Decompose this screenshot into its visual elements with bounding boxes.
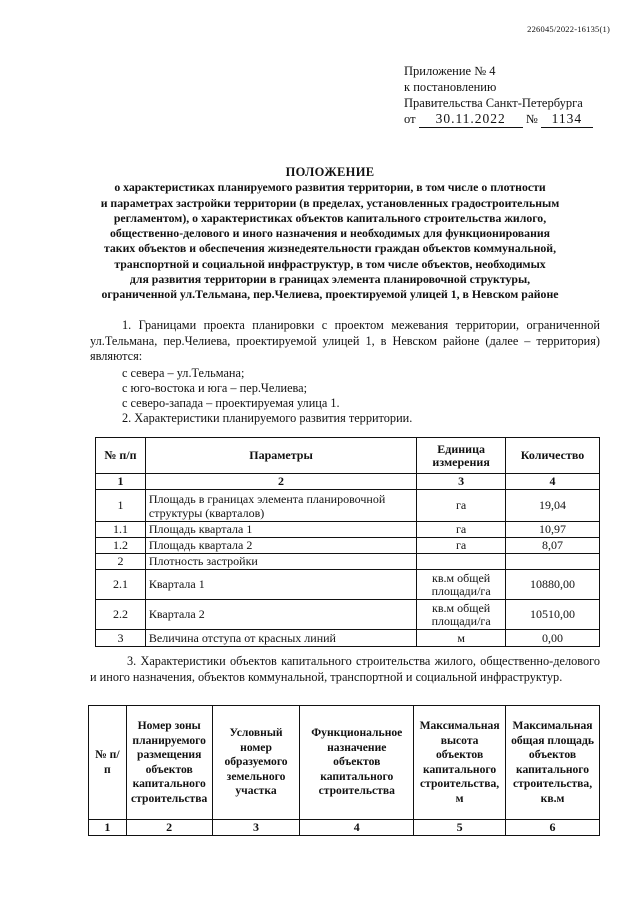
row-unit: га [417,538,506,554]
col-parameters-header: Параметры [145,438,416,474]
col-purpose-header: Функциональное назначение объектов капитального строительства [300,706,414,820]
row-number: 1 [96,490,146,522]
resolution-number: 1134 [541,111,593,128]
row-unit: га [417,490,506,522]
row-value: 0,00 [506,630,600,647]
title-line: о характеристиках планируемого развития территории, в том числе о плотности [114,180,546,195]
row-value [506,554,600,570]
col-plot-header: Условный номер образуемого земельного участка [212,706,300,820]
row-parameter: Плотность застройки [145,554,416,570]
section-2-heading: 2. Характеристики планируемого развития территории. [122,411,413,425]
title-line: и параметрах застройки территории (в пределах, установленных градостроительным [100,195,560,210]
development-characteristics-table [95,437,600,647]
col-zone-header: Номер зоны планируемого размещения объектов капитального строительства [126,706,212,820]
row-number: 3 [96,630,146,647]
numbering-cell: 3 [417,474,506,490]
title-line: для развития территории в границах элемента планировочной структуры, [129,272,531,287]
title-line: таких объектов и обеспечения жизнедеятельности граждан объектов коммунальной, [103,241,557,256]
row-unit [417,554,506,570]
resolution-date: 30.11.2022 [419,111,523,128]
row-parameter: Квартала 1 [145,570,416,600]
appendix-block [404,63,593,128]
table-header-row [96,438,600,474]
table-row [96,630,600,647]
document-title [60,165,600,303]
numbering-cell: 1 [89,820,127,836]
col-number-header: № п/п [89,706,127,820]
row-number: 1.1 [96,522,146,538]
table-numbering-row [96,474,600,490]
row-unit: м [417,630,506,647]
row-value: 10510,00 [506,600,600,630]
title-line: общественно-делового и иного назначения и необходимых для функционирования [109,226,551,241]
appendix-date-line [404,111,593,128]
row-value: 19,04 [506,490,600,522]
row-value: 10880,00 [506,570,600,600]
boundary-northwest: с северо-запада – проектируемая улица 1. [122,396,340,410]
table-row [96,600,600,630]
boundary-north: с севера – ул.Тельмана; [122,366,245,380]
row-parameter: Площадь в границах элемента планировочной структуры (кварталов) [145,490,416,522]
numbering-cell: 1 [96,474,146,490]
title-line: регламентом), о характеристиках объектов капитального строительства жилого, [113,210,547,225]
row-number: 2.1 [96,570,146,600]
numbering-cell: 2 [126,820,212,836]
row-unit: кв.м общей площади/га [417,570,506,600]
row-unit: кв.м общей площади/га [417,600,506,630]
table-numbering-row [89,820,600,836]
col-quantity-header: Количество [506,438,600,474]
row-parameter: Площадь квартала 2 [145,538,416,554]
row-parameter: Квартала 2 [145,600,416,630]
numbering-cell: 6 [506,820,600,836]
numbering-cell: 4 [506,474,600,490]
col-number-header: № п/п [96,438,146,474]
appendix-line-1: Приложение № 4 [404,64,496,78]
table-row [96,522,600,538]
section-1-text: 1. Границами проекта планировки с проектом межевания территории, ограниченной ул.Тельмана, пер.Челиева, проектируемой улицей 1, в Невском районе (далее – территория) являются: [90,318,600,363]
title-line: ограниченной ул.Тельмана, пер.Челиева, проектируемой улицей 1, в Невском районе [101,287,559,302]
appendix-line-3: Правительства Санкт-Петербурга [404,96,583,110]
capital-construction-table [88,705,600,836]
number-prefix: № [525,112,538,126]
row-number: 2 [96,554,146,570]
table-row [96,554,600,570]
row-unit: га [417,522,506,538]
table-row [96,538,600,554]
numbering-cell: 5 [414,820,506,836]
title-line: транспортной и социальной инфраструктур, в том числе объектов, необходимых [114,256,546,271]
table-header-row [89,706,600,820]
title-heading: ПОЛОЖЕНИЕ [285,165,375,179]
row-value: 10,97 [506,522,600,538]
col-height-header: Максимальная высота объектов капитального строительства, м [414,706,506,820]
boundary-southeast: с юго-востока и юга – пер.Челиева; [122,381,308,395]
row-parameter: Площадь квартала 1 [145,522,416,538]
row-number: 2.2 [96,600,146,630]
document-registration-number: 226045/2022-16135(1) [527,24,610,34]
section-3-text: 3. Характеристики объектов капитального строительства жилого, общественно-делового и иного назначения, объектов коммунальной, транспортной и социальной инфраструктур. [90,654,600,684]
appendix-line-2: к постановлению [404,80,497,94]
numbering-cell: 4 [300,820,414,836]
row-value: 8,07 [506,538,600,554]
row-number: 1.2 [96,538,146,554]
row-parameter: Величина отступа от красных линий [145,630,416,647]
col-unit-header: Единица измерения [417,438,506,474]
numbering-cell: 2 [145,474,416,490]
col-area-header: Максимальная общая площадь объектов капитального строительства, кв.м [506,706,600,820]
date-prefix: от [404,112,416,126]
table-row [96,570,600,600]
numbering-cell: 3 [212,820,300,836]
table-row [96,490,600,522]
